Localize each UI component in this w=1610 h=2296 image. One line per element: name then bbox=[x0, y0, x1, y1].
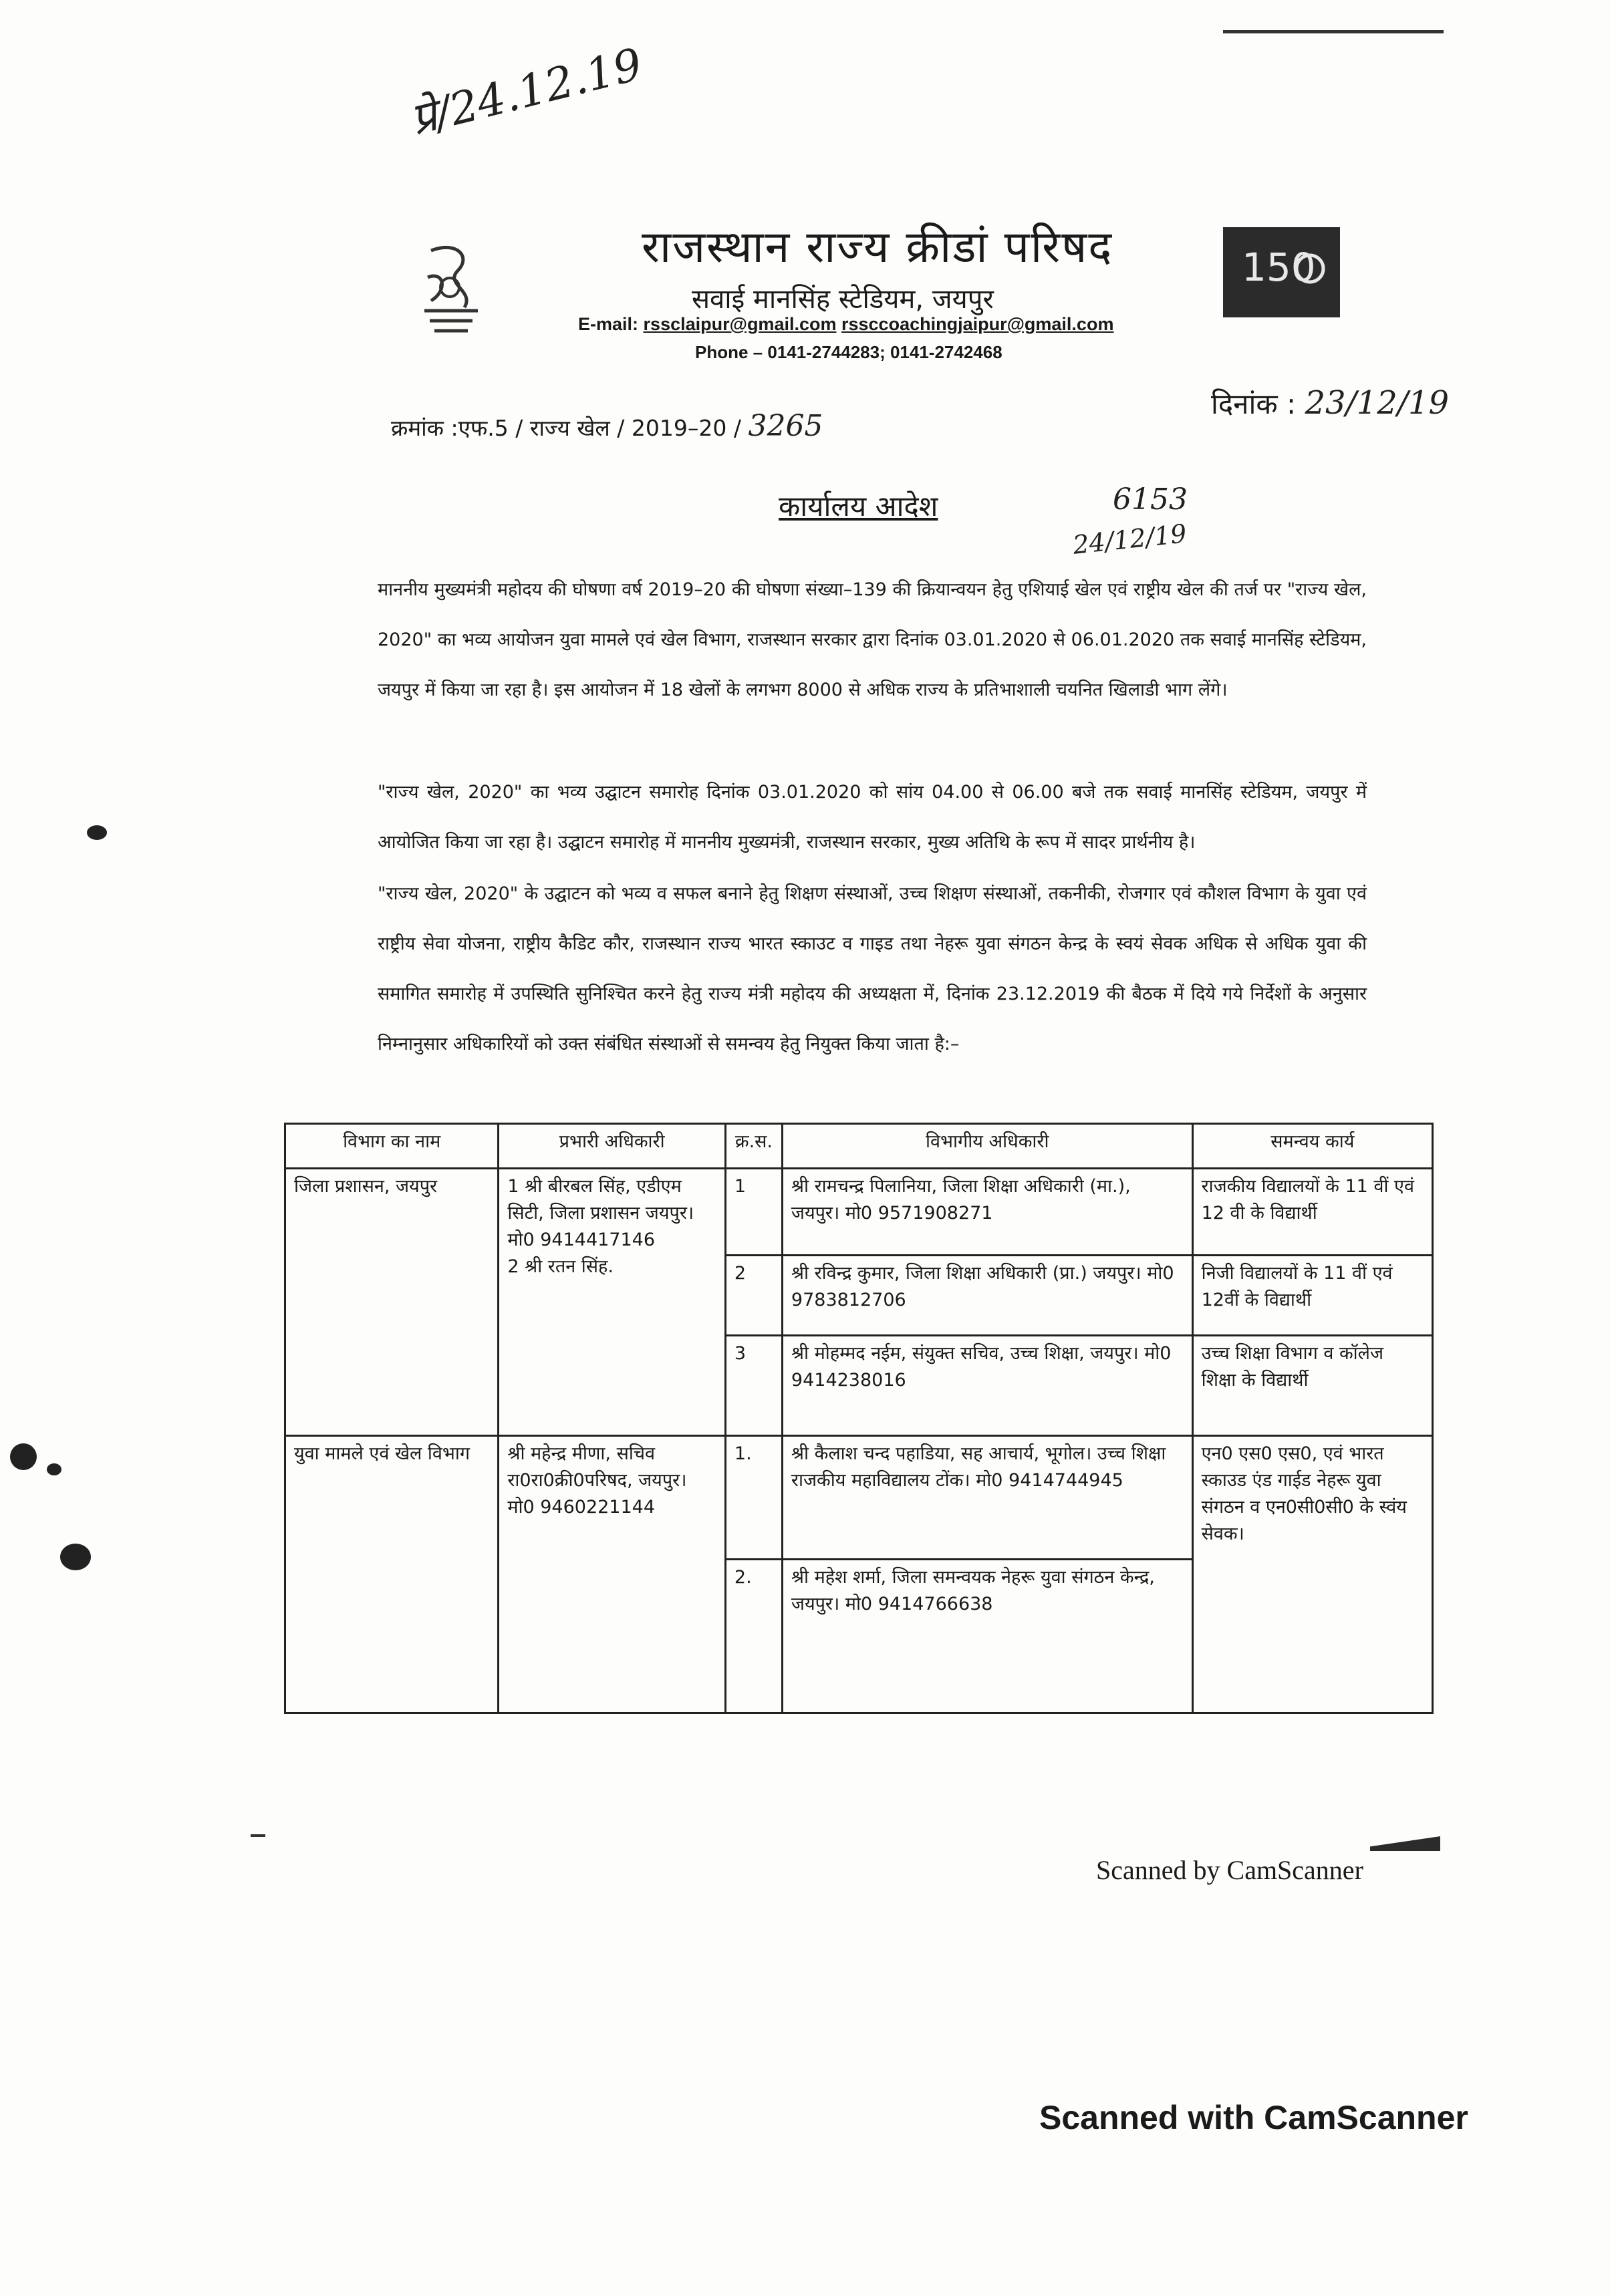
officer-cell: श्री रामचन्द्र पिलानिया, जिला शिक्षा अधिकारी (मा.), जयपुर। मो0 9571908271 bbox=[782, 1169, 1192, 1256]
org-title: राजस्थान राज्य क्रीडां परिषद bbox=[642, 221, 1113, 273]
office-order-title: कार्यालय आदेश bbox=[779, 490, 938, 523]
scanned-with-label: Scanned with CamScanner bbox=[1039, 2099, 1468, 2136]
scan-mark bbox=[1370, 1836, 1440, 1851]
phone-line: Phone – 0141-2744283; 0141-2742468 bbox=[695, 342, 1002, 362]
email-link-2[interactable]: rssccoachingjaipur@gmail.com bbox=[841, 314, 1114, 334]
table-row bbox=[285, 1169, 1433, 1256]
officer-cell: श्री कैलाश चन्द पहाडिया, सह आचार्य, भूगोल। उच्च शिक्षा राजकीय महाविद्यालय टोंक। मो0 9414744945 bbox=[782, 1436, 1192, 1560]
officer-cell: श्री रविन्द्र कुमार, जिला शिक्षा अधिकारी (प्रा.) जयपुर। मो0 9783812706 bbox=[782, 1256, 1192, 1336]
sn-cell: 1. bbox=[725, 1436, 782, 1560]
sn-cell: 2 bbox=[725, 1256, 782, 1336]
officer-cell: श्री महेश शर्मा, जिला समन्वयक नेहरू युवा संगठन केन्द्र, जयपुर। मो0 9414766638 bbox=[782, 1560, 1192, 1713]
scan-line bbox=[1223, 30, 1444, 33]
col-header-department: विभाग का नाम bbox=[285, 1124, 499, 1169]
table-header-row bbox=[285, 1124, 1433, 1169]
paragraph-1: माननीय मुख्यमंत्री महोदय की घोषणा वर्ष 2019–20 की घोषणा संख्या–139 की क्रियान्वयन हेतु एशियाई खेल एवं राष्ट्रीय खेल की तर्ज पर "राज्य खेल, 2020" का भव्य आयोजन युवा मामले एवं खेल विभाग, राजस्थान सरकार द्वारा दिनांक 03.01.2020 से 06.01.2020 तक सवाई मानसिंह स्टेडियम, जयपुर में किया जा रहा है। इस आयोजन में 18 खेलों के लगभग 8000 से अधिक राज्य के प्रतिभाशाली चयनित खिलाडी भाग लेंगे। bbox=[378, 579, 1367, 700]
ink-blot bbox=[10, 1443, 37, 1470]
in-charge-cell: श्री महेन्द्र मीणा, सचिव रा0रा0क्री0परिषद, जयपुर। मो0 9460221144 bbox=[499, 1436, 726, 1713]
coordination-cell: एन0 एस0 एस0, एवं भारत स्काउड एंड गाईड नेहरू युवा संगठन व एन0सी0सी0 के स्वंय सेवक। bbox=[1192, 1436, 1432, 1713]
date-label: दिनांक : bbox=[1211, 388, 1297, 420]
handwritten-receipt-note: प्रे/24.12.19 bbox=[405, 38, 648, 146]
coordination-cell: उच्च शिक्षा विभाग व कॉलेज शिक्षा के विद्यार्थी bbox=[1192, 1336, 1432, 1436]
emblem-icon bbox=[411, 237, 491, 351]
reference-number bbox=[391, 409, 823, 443]
email-line bbox=[578, 314, 1113, 335]
col-header-sn: क्र.स. bbox=[725, 1124, 782, 1169]
officer-cell: श्री मोहम्मद नईम, संयुक्त सचिव, उच्च शिक्षा, जयपुर। मो0 9414238016 bbox=[782, 1336, 1192, 1436]
col-header-coordination: समन्वय कार्य bbox=[1192, 1124, 1432, 1169]
email-link-1[interactable]: rssclaipur@gmail.com bbox=[643, 314, 837, 334]
inward-date: 24/12/19 bbox=[1071, 519, 1188, 560]
date-line bbox=[1211, 384, 1449, 422]
date-value: 23/12/19 bbox=[1305, 384, 1450, 422]
reference-suffix: 3265 bbox=[748, 409, 823, 443]
reference-label: क्रमांक :एफ.5 / राज्य खेल / 2019–20 / bbox=[391, 415, 741, 441]
coordination-cell: निजी विद्यालयों के 11 वीं एवं 12वीं के विद्यार्थी bbox=[1192, 1256, 1432, 1336]
email-label: E-mail: bbox=[578, 314, 639, 334]
ink-blot bbox=[47, 1463, 61, 1475]
scanned-by-label: Scanned by CamScanner bbox=[1096, 1855, 1363, 1885]
col-header-officer: विभागीय अधिकारी bbox=[782, 1124, 1192, 1169]
table-row bbox=[285, 1436, 1433, 1560]
anniversary-150-logo bbox=[1223, 227, 1340, 317]
col-header-in-charge: प्रभारी अधिकारी bbox=[499, 1124, 726, 1169]
ink-blot bbox=[60, 1544, 91, 1570]
svg-text:150: 150 bbox=[1242, 245, 1316, 290]
department-cell: जिला प्रशासन, जयपुर bbox=[285, 1169, 499, 1436]
inward-number: 6153 bbox=[1113, 482, 1188, 517]
sn-cell: 2. bbox=[725, 1560, 782, 1713]
sn-cell: 1 bbox=[725, 1169, 782, 1256]
scan-mark bbox=[251, 1834, 265, 1837]
paragraph-3: "राज्य खेल, 2020" के उद्घाटन को भव्य व सफल बनाने हेतु शिक्षण संस्थाओं, उच्च शिक्षण संस्थाओं, तकनीकी, रोजगार एवं कौशल विभाग के युवा एवं राष्ट्रीय सेवा योजना, राष्ट्रीय कैडिट कौर, राजस्थान राज्य भारत स्काउट व गाइड तथा नेहरू युवा संगठन केन्द्र के स्वयं सेवक अधिक से अधिक युवा की समागित समारोह में उपस्थिति सुनिश्चित करने हेतु राज्य मंत्री महोदय की अध्यक्षता में, दिनांक 23.12.2019 की बैठक में दिये गये निर्देशों के अनुसार निम्नानुसार अधिकारियों को उक्त संबंधित संस्थाओं से समन्वय हेतु नियुक्त किया जाता है:– bbox=[378, 883, 1367, 1054]
assignment-table bbox=[284, 1123, 1434, 1714]
department-cell: युवा मामले एवं खेल विभाग bbox=[285, 1436, 499, 1713]
ink-blot bbox=[87, 825, 107, 840]
sn-cell: 3 bbox=[725, 1336, 782, 1436]
org-subtitle: सवाई मानसिंह स्टेडियम, जयपुर bbox=[692, 284, 994, 315]
coordination-cell: राजकीय विद्यालयों के 11 वीं एवं 12 वी के विद्यार्थी bbox=[1192, 1169, 1432, 1256]
paragraph-2: "राज्य खेल, 2020" का भव्य उद्घाटन समारोह दिनांक 03.01.2020 को सांय 04.00 से 06.00 बजे तक सवाई मानसिंह स्टेडियम, जयपुर में आयोजित किया जा रहा है। उद्घाटन समारोह में माननीय मुख्यमंत्री, राजस्थान सरकार, मुख्य अतिथि के रूप में सादर प्रार्थनीय है। bbox=[378, 782, 1367, 853]
in-charge-cell: 1 श्री बीरबल सिंह, एडीएम सिटी, जिला प्रशासन जयपुर। मो0 9414417146 2 श्री रतन सिंह. bbox=[499, 1169, 726, 1436]
